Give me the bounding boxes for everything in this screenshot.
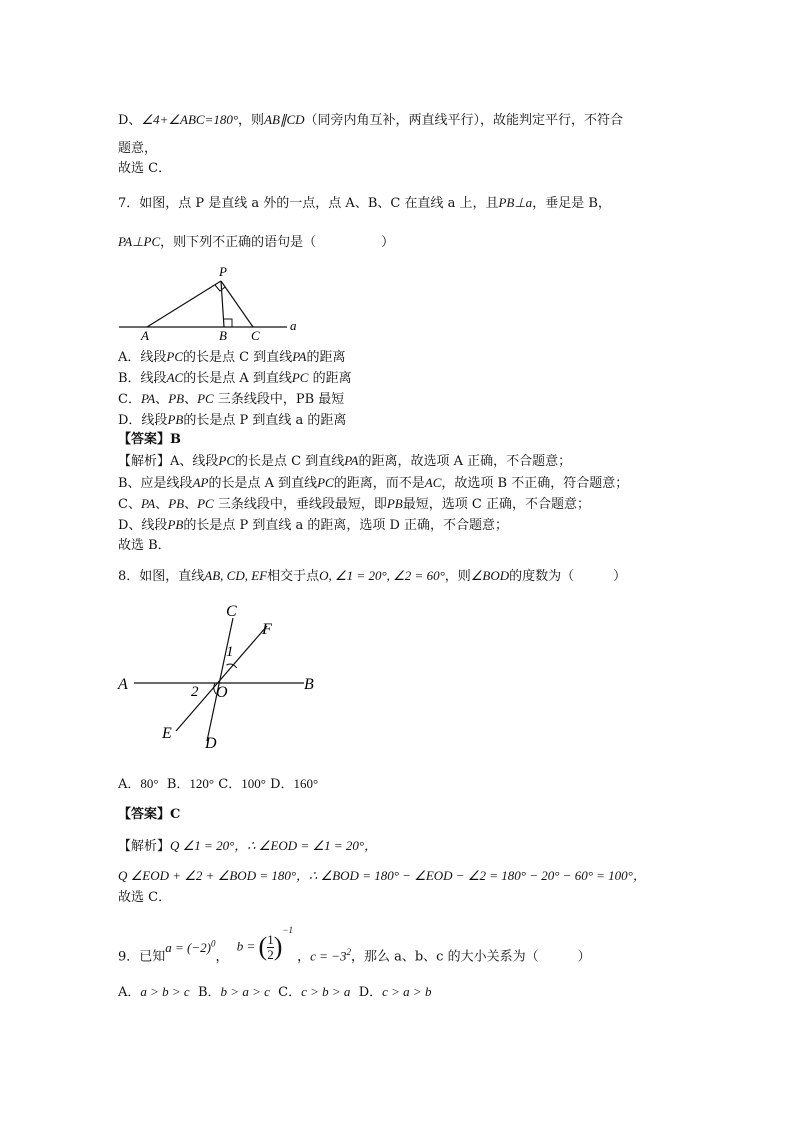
opt-text: 的距离 [308,371,352,386]
opt-text: D．线段 [118,413,168,428]
q9-option-b-letter: B． [197,985,221,1000]
opt-text: 、 [184,392,198,407]
q9-option-a-letter: A． [118,985,141,1000]
q8-label-e: E [162,725,172,742]
analysis-text: D、线段 [118,518,168,533]
q8-label-2: 2 [191,684,199,700]
q7-stem-text3: ，则下列不正确的语句是（ ） [160,235,395,250]
q7-answer: 【答案】B [118,432,181,447]
q8-label-c: C [226,603,237,620]
q9-b-paren-left: ( [258,932,268,962]
q8-stem-text2: 相交于点 [267,569,320,584]
q8-analysis-1 [118,837,377,856]
opt-math: PA [140,391,156,406]
q8-label-d: D [205,735,217,752]
q9-stem-text: 9．已知 [118,949,166,965]
q9-option-a: a > b > c [140,984,190,999]
q6-text: ，则 [238,113,265,128]
analysis-text: 的长是点 P 到直线 a 的距离，选项 D 正确，不合题意； [183,518,509,533]
q8-conclusion: 故选 C． [118,890,172,905]
q8-answer: 【答案】C [118,807,181,822]
q7-analysis-c [118,495,590,514]
q9-option-c: c > b > a [301,984,351,999]
opt-text: C． [118,392,141,407]
q9-a-exp: 0 [210,939,216,949]
q9-b-exp: −1 [282,925,293,935]
q7-stem-text: 7．如图，点 P 是直线 a 外的一点，点 A、B、C 在直线 a 上，且 [118,196,499,211]
q8-analysis-2 [118,867,646,886]
q8-stem [118,567,626,586]
q7-stem-text2: ，垂足是 B， [532,196,611,211]
analysis-text: B、应是线段 [118,476,193,491]
analysis-text: 三条线段中，垂线段最短，即 [213,497,387,512]
q6-text-reason: （同旁内角互补，两直线平行），故能判定平行，不符合 [304,113,624,128]
q7-analysis-a [118,452,571,471]
q8-option-c-letter: C． [218,777,242,792]
analysis-text: 最短，选项 C 正确，不合题意； [402,497,590,512]
q7-stem-line2 [118,233,394,252]
analysis-math: PA [140,496,156,511]
q7-figure [115,262,305,344]
q8-analysis-label: 【解析】 [118,839,171,854]
q8-option-d: 160° [293,776,319,791]
opt-math: PB [167,412,184,427]
analysis-math: AC [424,475,442,490]
q9-options [118,983,431,1002]
q8-option-a: 80° [140,776,159,791]
analysis-math: PC [317,475,334,490]
opt-math: PC [166,349,184,364]
q9-b-den: 2 [267,946,274,962]
q7-conclusion: 故选 B． [118,538,171,553]
analysis-text: 的距离，而不是 [333,476,425,491]
q9-stem [118,925,591,972]
q8-stem-text: 8．如图，直线 [118,569,205,584]
analysis-text: 的长是点 A 到直线 [208,476,318,491]
analysis-math: PB [386,496,403,511]
q9-sep2: ， [297,949,311,965]
q7-label-c: C [251,328,260,343]
q9-stem-text2: ，那么 a、b、c 的大小关系为（ ） [350,949,591,965]
q8-label-b: B [304,676,314,693]
q8-math-given: O, ∠1 = 20°, ∠2 = 60° [319,568,445,583]
q9-expr-b [236,925,293,962]
opt-text: 的长是点 C 到直线 [183,350,293,365]
opt-text: 、 [155,392,169,407]
analysis-math: PB [167,517,184,532]
q8-option-c: 100° [241,776,266,791]
q8-option-d-letter: D． [270,777,294,792]
q7-math-pa-perp: PA⊥PC [118,234,161,249]
opt-math: PA [292,349,307,364]
q7-label-b: B [219,328,227,343]
q7-analysis-b [118,474,628,493]
analysis-text: 、 [184,497,198,512]
q7-stem-line1 [118,194,611,213]
analysis-text: 的长是点 C 到直线 [235,454,345,469]
q7-math-pb-perp: PB⊥a [498,195,533,210]
q9-expr-a [165,940,215,955]
q7-segment-pc [221,281,253,327]
q8-line-ef [176,626,267,731]
opt-math: PC [197,391,214,406]
analysis-text: 【解析】A、线段 [118,454,219,469]
q9-sep: ， [215,949,229,965]
q9-option-d: c > a > b [382,984,432,999]
opt-text: B．线段 [118,371,167,386]
q8-option-b-letter: B． [166,777,190,792]
q9-b-lhs: b = [236,938,256,954]
analysis-text: C、 [118,497,141,512]
q9-b-num: 1 [267,931,274,947]
q8-math-target: ∠BOD [470,568,510,583]
opt-math: AC [166,370,184,385]
q9-option-d-letter: D． [358,985,383,1000]
q8-label-f: F [262,621,272,638]
q7-right-angle-p [215,285,225,291]
q6-option-d-prefix: D、 [118,113,142,128]
q7-analysis-d [118,516,508,535]
q8-math-lines: AB, CD, EF [204,568,268,583]
analysis-text: 的距离，故选项 A 正确，不合题意； [358,454,572,469]
q7-segment-pa [147,281,221,327]
q8-option-a-letter: A． [118,777,141,792]
analysis-math: PA [344,453,359,468]
q7-label-a: A [141,328,149,343]
q6-line-d [118,111,623,130]
opt-text: 的距离 [306,350,346,365]
q7-right-angle-b [224,319,232,327]
q7-option-c [118,390,344,409]
opt-text: 三条线段中，PB 最短 [213,392,345,407]
q6-math-parallel: AB∥CD [264,112,305,127]
analysis-math: PB [168,496,185,511]
opt-text: 的长是点 P 到直线 a 的距离 [183,413,347,428]
q8-stem-text4: 的度数为（ ） [509,569,627,584]
analysis-math: PC [218,453,236,468]
q9-a-base: a = (−2) [165,940,211,956]
q8-analysis-math2: Q ∠EOD + ∠2 + ∠BOD = 180°，∴ ∠BOD = 180° − ∠EOD − ∠2 = 180° − 20° − 60° = 100°， [118,868,646,883]
opt-text: 的长是点 A 到直线 [183,371,292,386]
q8-options [118,775,318,794]
q8-analysis-math1: Q ∠1 = 20°，∴ ∠EOD = ∠1 = 20°， [170,838,378,853]
analysis-math: PC [197,496,214,511]
q7-option-d [118,411,346,430]
q7-label-line-a: a [290,318,297,333]
opt-math: PB [168,391,185,406]
q8-option-b: 120° [189,776,215,791]
q8-label-o: O [216,684,228,701]
q8-figure [112,598,327,753]
q6-conclusion: 故选 C． [118,161,172,176]
q9-option-b: b > a > c [220,984,270,999]
q6-math-angle-sum: ∠4+∠ABC=180° [141,112,239,127]
q6-line-2: 题意， [118,141,158,156]
analysis-math: AP [192,475,209,490]
q9-b-paren-right: ) [273,932,283,962]
q8-label-a: A [118,676,128,693]
opt-text: A．线段 [118,350,167,365]
q7-option-a [118,348,345,367]
q9-option-c-letter: C． [278,985,302,1000]
q7-option-b [118,369,352,388]
q9-expr-c: c = −3 [310,948,347,964]
q8-label-1: 1 [226,644,234,660]
q9-c-exp: 2 [346,947,351,957]
q7-label-p: P [219,264,227,279]
q8-stem-text3: ，则 [444,569,471,584]
analysis-text: 、 [155,497,169,512]
analysis-text: ，故选项 B 不正确，符合题意； [441,476,629,491]
opt-math: PC [291,370,309,385]
